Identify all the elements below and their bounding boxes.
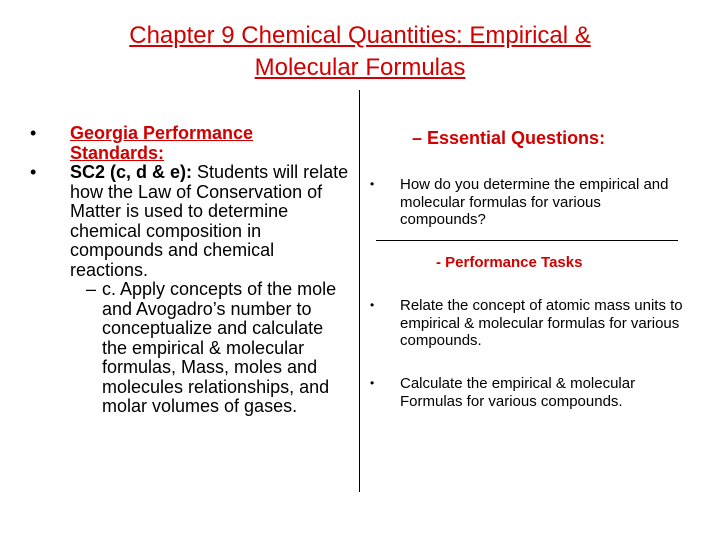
horizontal-divider (376, 240, 678, 241)
bullet-icon: • (30, 162, 37, 182)
vertical-divider (359, 90, 360, 492)
bullet-icon: • (30, 123, 37, 143)
performance-tasks-heading: - Performance Tasks (436, 254, 583, 271)
essential-questions-heading: – Essential Questions: (412, 128, 606, 148)
title-line-2: Molecular Formulas (254, 54, 466, 81)
slide-title (0, 20, 720, 84)
standards-heading: Georgia Performance Standards: (70, 123, 254, 163)
question-text: How do you determine the empirical and molecular formulas for various compounds? (400, 176, 669, 228)
bullet-sc2 (30, 163, 350, 280)
title-line-1: Chapter 9 Chemical Quantities: Empirical & (129, 22, 591, 49)
task-text-1: Relate the concept of atomic mass units to empirical & molecular formulas for various compounds. (400, 297, 683, 349)
task-text-2: Calculate the empirical & molecular Formulas for various compounds. (400, 375, 636, 410)
bullet-icon: • (370, 298, 375, 312)
standards-column (30, 124, 350, 417)
bullet-icon: • (370, 376, 375, 390)
sub-bullet-c (30, 280, 350, 417)
dash-icon: – (86, 279, 97, 299)
sub-bullet-text: c. Apply concepts of the mole and Avogadro’s number to conceptualize and calculate the empirical & molecular formulas, Mass, moles and molecules relationships, and molar volumes of gases. (102, 279, 337, 416)
sc2-text: Students will relate how the Law of Conservation of Matter is used to determine chemical composition in compounds and chemical reactions. (70, 162, 349, 280)
sc2-code: SC2 (c, d & e): (70, 162, 193, 182)
bullet-icon: • (370, 177, 375, 191)
bullet-standards (30, 124, 350, 163)
